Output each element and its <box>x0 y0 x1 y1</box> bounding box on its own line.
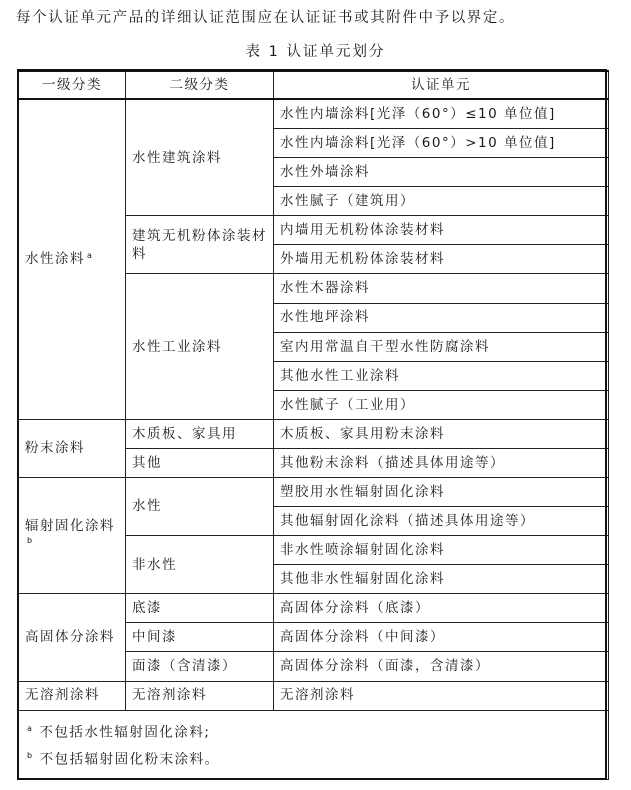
footnote-line <box>27 744 602 772</box>
level2-category: 中间漆 <box>126 623 274 652</box>
certification-unit: 水性外墙涂料 <box>274 158 609 187</box>
table-row <box>19 594 609 623</box>
footnote-marker: b <box>27 751 34 761</box>
table-row <box>19 99 609 129</box>
certification-unit: 水性内墙涂料[光泽（60°）>10 单位值] <box>274 129 609 158</box>
certification-unit-table <box>18 70 609 780</box>
certification-unit: 塑胶用水性辐射固化涂料 <box>274 478 609 507</box>
certification-unit: 水性内墙涂料[光泽（60°）≤10 单位值] <box>274 99 609 129</box>
footnote-marker: b <box>27 536 33 546</box>
table-caption: 表 1 认证单元划分 <box>245 44 386 60</box>
level2-category: 水性工业涂料 <box>126 274 274 419</box>
certification-unit: 水性木器涂料 <box>274 274 609 303</box>
table-row <box>19 478 609 507</box>
level2-category: 无溶剂涂料 <box>126 681 274 710</box>
certification-unit: 水性腻子（工业用） <box>274 390 609 419</box>
header-level1: 一级分类 <box>19 71 126 99</box>
footnote-line <box>27 717 602 745</box>
certification-unit: 其他粉末涂料（描述具体用途等） <box>274 448 609 477</box>
certification-unit: 木质板、家具用粉末涂料 <box>274 419 609 448</box>
level2-category: 底漆 <box>126 594 274 623</box>
level1-category <box>19 419 126 477</box>
level1-category <box>19 594 126 681</box>
footnotes <box>19 710 609 779</box>
level1-category <box>19 681 126 710</box>
footnote-text: 不包括辐射固化粉末涂料。 <box>39 751 220 768</box>
certification-unit: 其他非水性辐射固化涂料 <box>274 565 609 594</box>
certification-unit: 室内用常温自干型水性防腐涂料 <box>274 332 609 361</box>
certification-unit: 高固体分涂料（面漆，含清漆） <box>274 652 609 681</box>
table-row <box>19 681 609 710</box>
level1-category <box>19 478 126 594</box>
level2-category: 木质板、家具用 <box>126 419 274 448</box>
certification-unit: 其他水性工业涂料 <box>274 361 609 390</box>
certification-unit: 非水性喷涂辐射固化涂料 <box>274 536 609 565</box>
certification-unit: 水性地坪涂料 <box>274 303 609 332</box>
footnote-text: 不包括水性辐射固化涂料; <box>39 724 211 741</box>
table-header-row <box>19 71 609 99</box>
header-unit: 认证单元 <box>274 71 609 99</box>
level2-category: 水性 <box>126 478 274 536</box>
level2-category: 非水性 <box>126 536 274 594</box>
table-row <box>19 419 609 448</box>
footnotes-row <box>19 710 609 779</box>
level1-category <box>19 99 126 419</box>
level2-category: 水性建筑涂料 <box>126 99 274 216</box>
footnote-marker: a <box>87 250 92 260</box>
footnote-marker: a <box>27 723 34 733</box>
certification-unit: 外墙用无机粉体涂装材料 <box>274 245 609 274</box>
certification-unit: 无溶剂涂料 <box>274 681 609 710</box>
certification-unit: 内墙用无机粉体涂装材料 <box>274 216 609 245</box>
level2-category: 其他 <box>126 448 274 477</box>
level2-category: 面漆（含清漆） <box>126 652 274 681</box>
level1-category-label: 高固体分涂料 <box>25 629 115 646</box>
certification-unit: 其他辐射固化涂料（描述具体用途等） <box>274 507 609 536</box>
certification-unit: 高固体分涂料（底漆） <box>274 594 609 623</box>
intro-text: 每个认证单元产品的详细认证范围应在认证证书或其附件中予以界定。 <box>16 10 516 26</box>
header-level2: 二级分类 <box>126 71 274 99</box>
level1-category-label: 水性涂料 <box>25 251 85 268</box>
level1-category-label: 辐射固化涂料 <box>25 518 115 535</box>
level1-category-label: 粉末涂料 <box>25 440 85 457</box>
level1-category-label: 无溶剂涂料 <box>25 687 100 704</box>
level2-category: 建筑无机粉体涂装材料 <box>126 216 274 274</box>
certification-unit: 水性腻子（建筑用） <box>274 187 609 216</box>
certification-unit: 高固体分涂料（中间漆） <box>274 623 609 652</box>
